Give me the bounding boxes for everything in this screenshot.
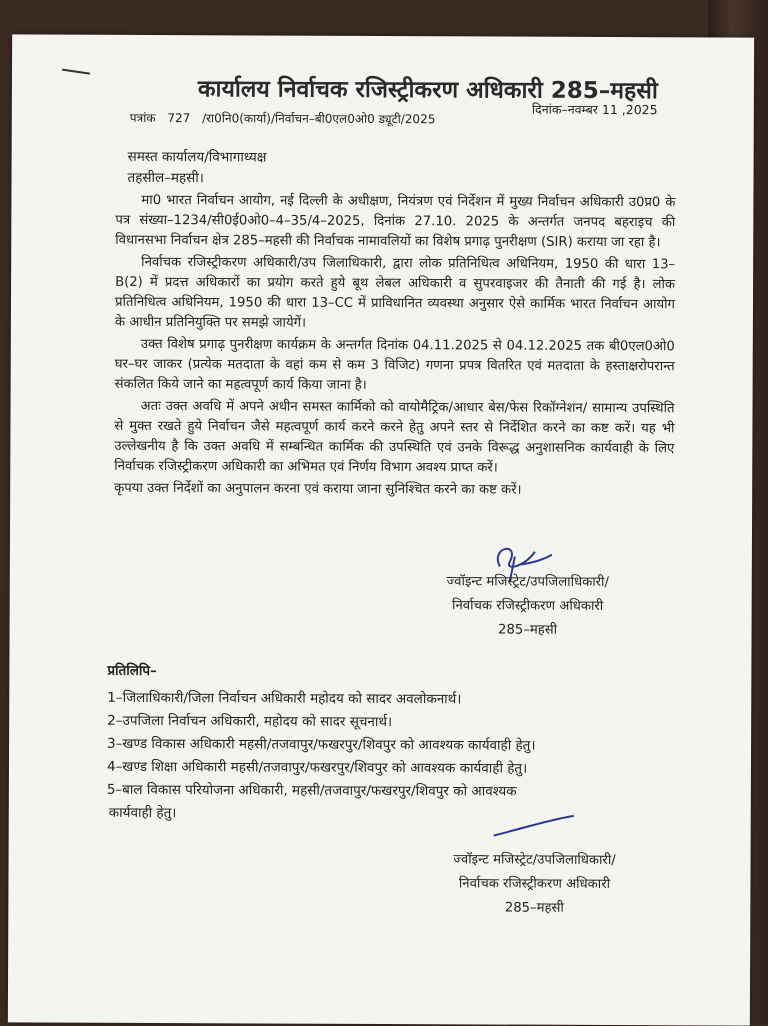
copy-heading: प्रतिलिपि–: [107, 662, 157, 680]
addressee-line-2: तहसील–महसी।: [127, 169, 204, 187]
reference-line: [130, 109, 444, 127]
copy-item: 5–बाल विकास परियोजना अधिकारी, महसी/तजवापुर/फखरपुर/शिवपुर को आवश्यक: [106, 781, 517, 800]
signature-mark-2: [489, 811, 579, 841]
ref-label: पत्रांक: [129, 110, 156, 126]
paragraph-1: मा0 भारत निर्वाचन आयोग, नई दिल्ली के अधीक्षण, नियंत्रण एवं निर्देशन में मुख्य निर्वाचन अधिकारी उ0प्र0 के पत्र संख्या–1234/सी0ई0ओ0–4–35/4–2025, दिनांक 27.10. 2025 के अन्तर्गत जनपद बहराइच की विधानसभा निर्वाचन क्षेत्र 285–महसी की निर्वाचक नामावलियों का विशेष प्रगाढ़ पुनरीक्षण (SIR) कराया जा रहा है।: [115, 192, 676, 251]
signatory-role-2: निर्वाचक रजिस्ट्रीकरण अधिकारी: [458, 876, 611, 893]
office-title: कार्यालय निर्वाचक रजिस्ट्रीकरण अधिकारी 285–महसी: [197, 76, 658, 105]
copy-item: 4–खण्ड शिक्षा अधिकारी महसी/तजवापुर/फखरपुर/शिवपुर को आवश्यक कार्यवाही हेतु।: [106, 758, 528, 777]
paragraph-5: कृपया उक्त निर्देशों का अनुपालन करना एवं कराया जाना सुनिश्चित करने का कष्ट करें।: [114, 480, 522, 498]
paragraph-3: उक्त विशेष प्रगाढ़ पुनरीक्षण कार्यक्रम के अन्तर्गत दिनांक 04.11.2025 से 04.12.2025 तक बी0एल0ओ0 घर–घर जाकर (प्रत्येक मतदाता के वहां कम से कम 3 विजिट) गणना प्रपत्र वितरित एवं मतदाता के हस्ताक्षरोपरान्त संकलित किये जाने का महत्वपूर्ण कार्य किया जाना है।: [114, 336, 675, 393]
copy-item-continuation: कार्यवाही हेतु।: [108, 804, 177, 822]
signatory-designation-1: ज्वॉइन्ट मजिस्ट्रेट/उपजिलाधिकारी/: [446, 574, 609, 590]
copy-list: [107, 687, 678, 827]
ref-number: 727: [167, 111, 191, 126]
copy-item: 3–खण्ड विकास अधिकारी महसी/तजवापुर/फखरपुर/शिवपुर को आवश्यक कार्यवाही हेतु।: [107, 735, 536, 754]
signature-block-2: [404, 848, 664, 921]
letter-date: दिनांक–नवम्बर 11 ,2025: [531, 101, 658, 118]
signatory-constituency-2: 285–महसी: [504, 900, 564, 916]
paragraph-2: निर्वाचक रजिस्ट्रीकरण अधिकारी/उप जिलाधिकारी, द्वारा लोक प्रतिनिधित्व अधिनियम, 1950 की धारा 13–B(2) में प्रदत्त अधिकारों का प्रयोग करते हुये बूथ लेबल अधिकारी व सुपरवाइजर की तैनाती की गई है। लोक प्रतिनिधित्व अधिनियम, 1950 की धारा 13–CC में प्राविधानित व्यवस्था अनुसार ऐसे कार्मिक भारत निर्वाचन आयोग के आधीन प्रतिनियुक्ति पर समझे जायेगें।: [114, 254, 676, 331]
signatory-constituency-1: 285–महसी: [498, 622, 558, 638]
signature-block-1: [398, 570, 658, 643]
margin-mark: [62, 69, 90, 75]
signatory-role-1: निर्वाचक रजिस्ट्रीकरण अधिकारी: [452, 598, 604, 614]
letter-page: [8, 34, 754, 1025]
ref-path: /रा0नि0(कार्या)/निर्वाचन–बी0एल0ओ0 ड्यूटी/2025: [202, 111, 436, 127]
paragraph-4: अतः उक्त अवधि में अपने अधीन समस्त कार्मिको को वायोमैट्रिक/आधार बेस/फेस रिकॉग्नेशन/ सामान्य उपस्थिति से मुक्त रखते हुये निर्वाचन जैसे महत्वपूर्ण कार्य करने करने हेतु अपने स्तर से निर्देशित करने का कष्ट करें। यह भी उल्लेखनीय है कि उक्त अवधि में सम्बन्धित कार्मिक की उपस्थिति एवं उनके विरूद्ध अनुशासनिक कार्यवाही के लिए निर्वाचक रजिस्ट्रीकरण अधिकारी का अभिमत एवं निर्णय विभाग अवश्य प्राप्त करें।: [114, 398, 675, 476]
copy-item: 1–जिलाधिकारी/जिला निर्वाचन अधिकारी महोदय को सादर अवलोकनार्थ।: [107, 689, 462, 708]
signatory-designation-2: ज्वॉइन्ट मजिस्ट्रेट/उपजिलाधिकारी/: [453, 852, 616, 869]
letter-body: [114, 191, 675, 503]
addressee-line-1: समस्त कार्यालय/विभागाध्यक्ष: [127, 148, 267, 166]
copy-item: 2–उपजिला निर्वाचन अधिकारी, महोदय को सादर सूचनार्थ।: [107, 712, 393, 731]
